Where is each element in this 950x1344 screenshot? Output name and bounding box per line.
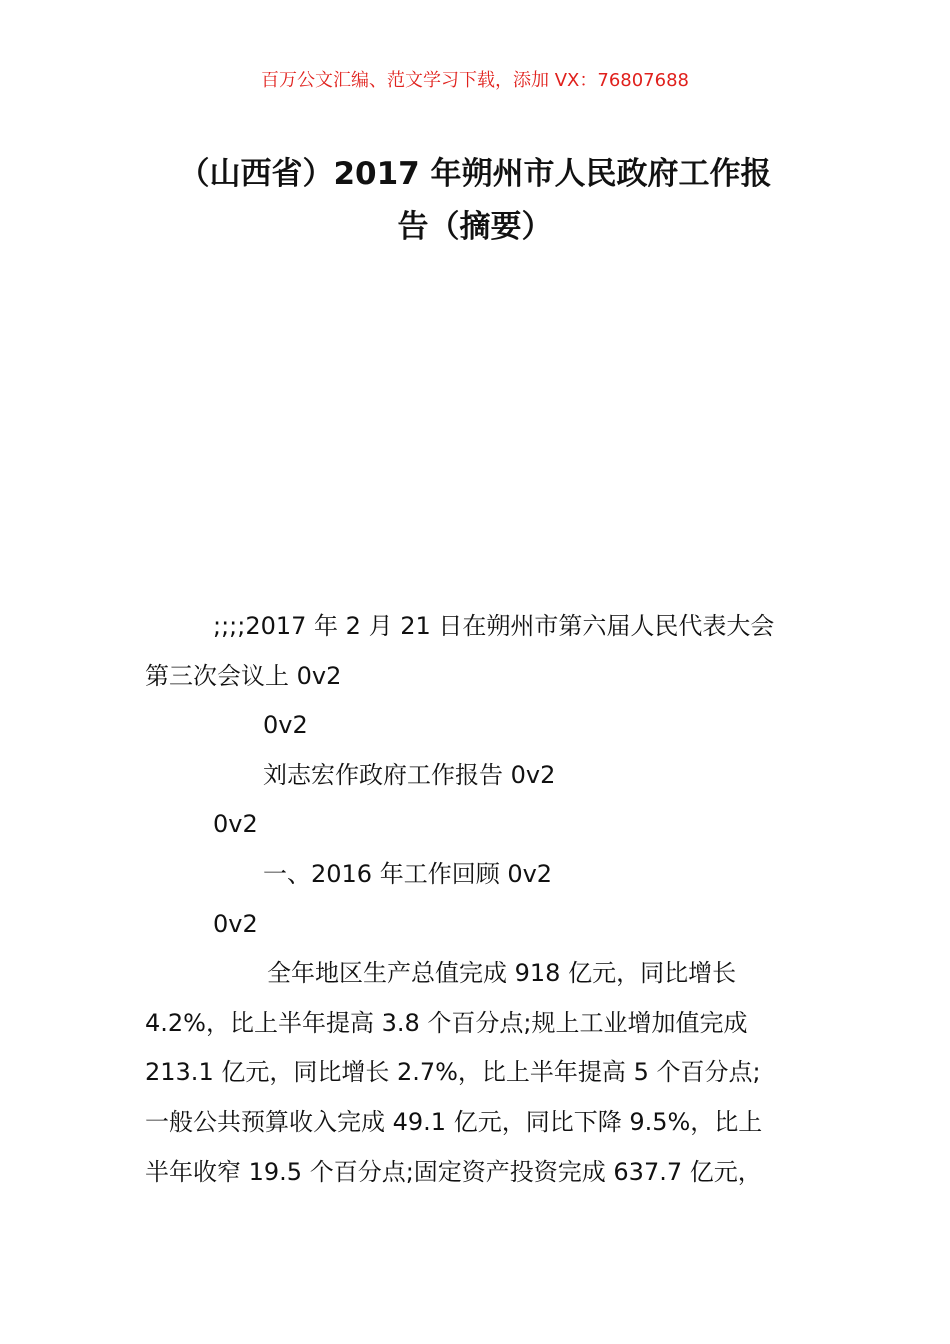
document-title xyxy=(130,148,820,254)
paragraph-reporter: 刘志宏作政府工作报告 0v2 xyxy=(263,760,556,789)
paragraph-line: 第三次会议上 0v2 xyxy=(145,661,342,690)
section-heading: 一、2016 年工作回顾 0v2 xyxy=(263,859,553,888)
title-line-1: （山西省）2017 年朔州市人民政府工作报 xyxy=(178,156,772,192)
paragraph-line: 半年收窄 19.5 个百分点;固定资产投资完成 637.7 亿元， xyxy=(145,1157,762,1186)
header-note: 百万公文汇编、范文学习下载，添加 VX：76807688 xyxy=(261,70,689,91)
paragraph-economic-review xyxy=(145,949,815,1197)
paragraph-line: 4.2%，比上半年提高 3.8 个百分点;规上工业增加值完成 xyxy=(145,1008,748,1037)
paragraph-placeholder: 0v2 xyxy=(213,810,258,839)
document-body xyxy=(145,602,815,1197)
paragraph-placeholder: 0v2 xyxy=(263,711,308,740)
paragraph-line: ;;;;2017 年 2 月 21 日在朔州市第六届人民代表大会 xyxy=(213,612,775,640)
paragraph-line: 213.1 亿元，同比增长 2.7%，比上半年提高 5 个百分点; xyxy=(145,1058,761,1087)
paragraph-placeholder: 0v2 xyxy=(213,909,258,938)
paragraph-meeting-info xyxy=(145,602,815,701)
paragraph-line: 全年地区生产总值完成 918 亿元，同比增长 xyxy=(267,959,737,988)
title-line-2: 告（摘要） xyxy=(397,209,553,245)
paragraph-line: 一般公共预算收入完成 49.1 亿元，同比下降 9.5%，比上 xyxy=(145,1107,763,1136)
